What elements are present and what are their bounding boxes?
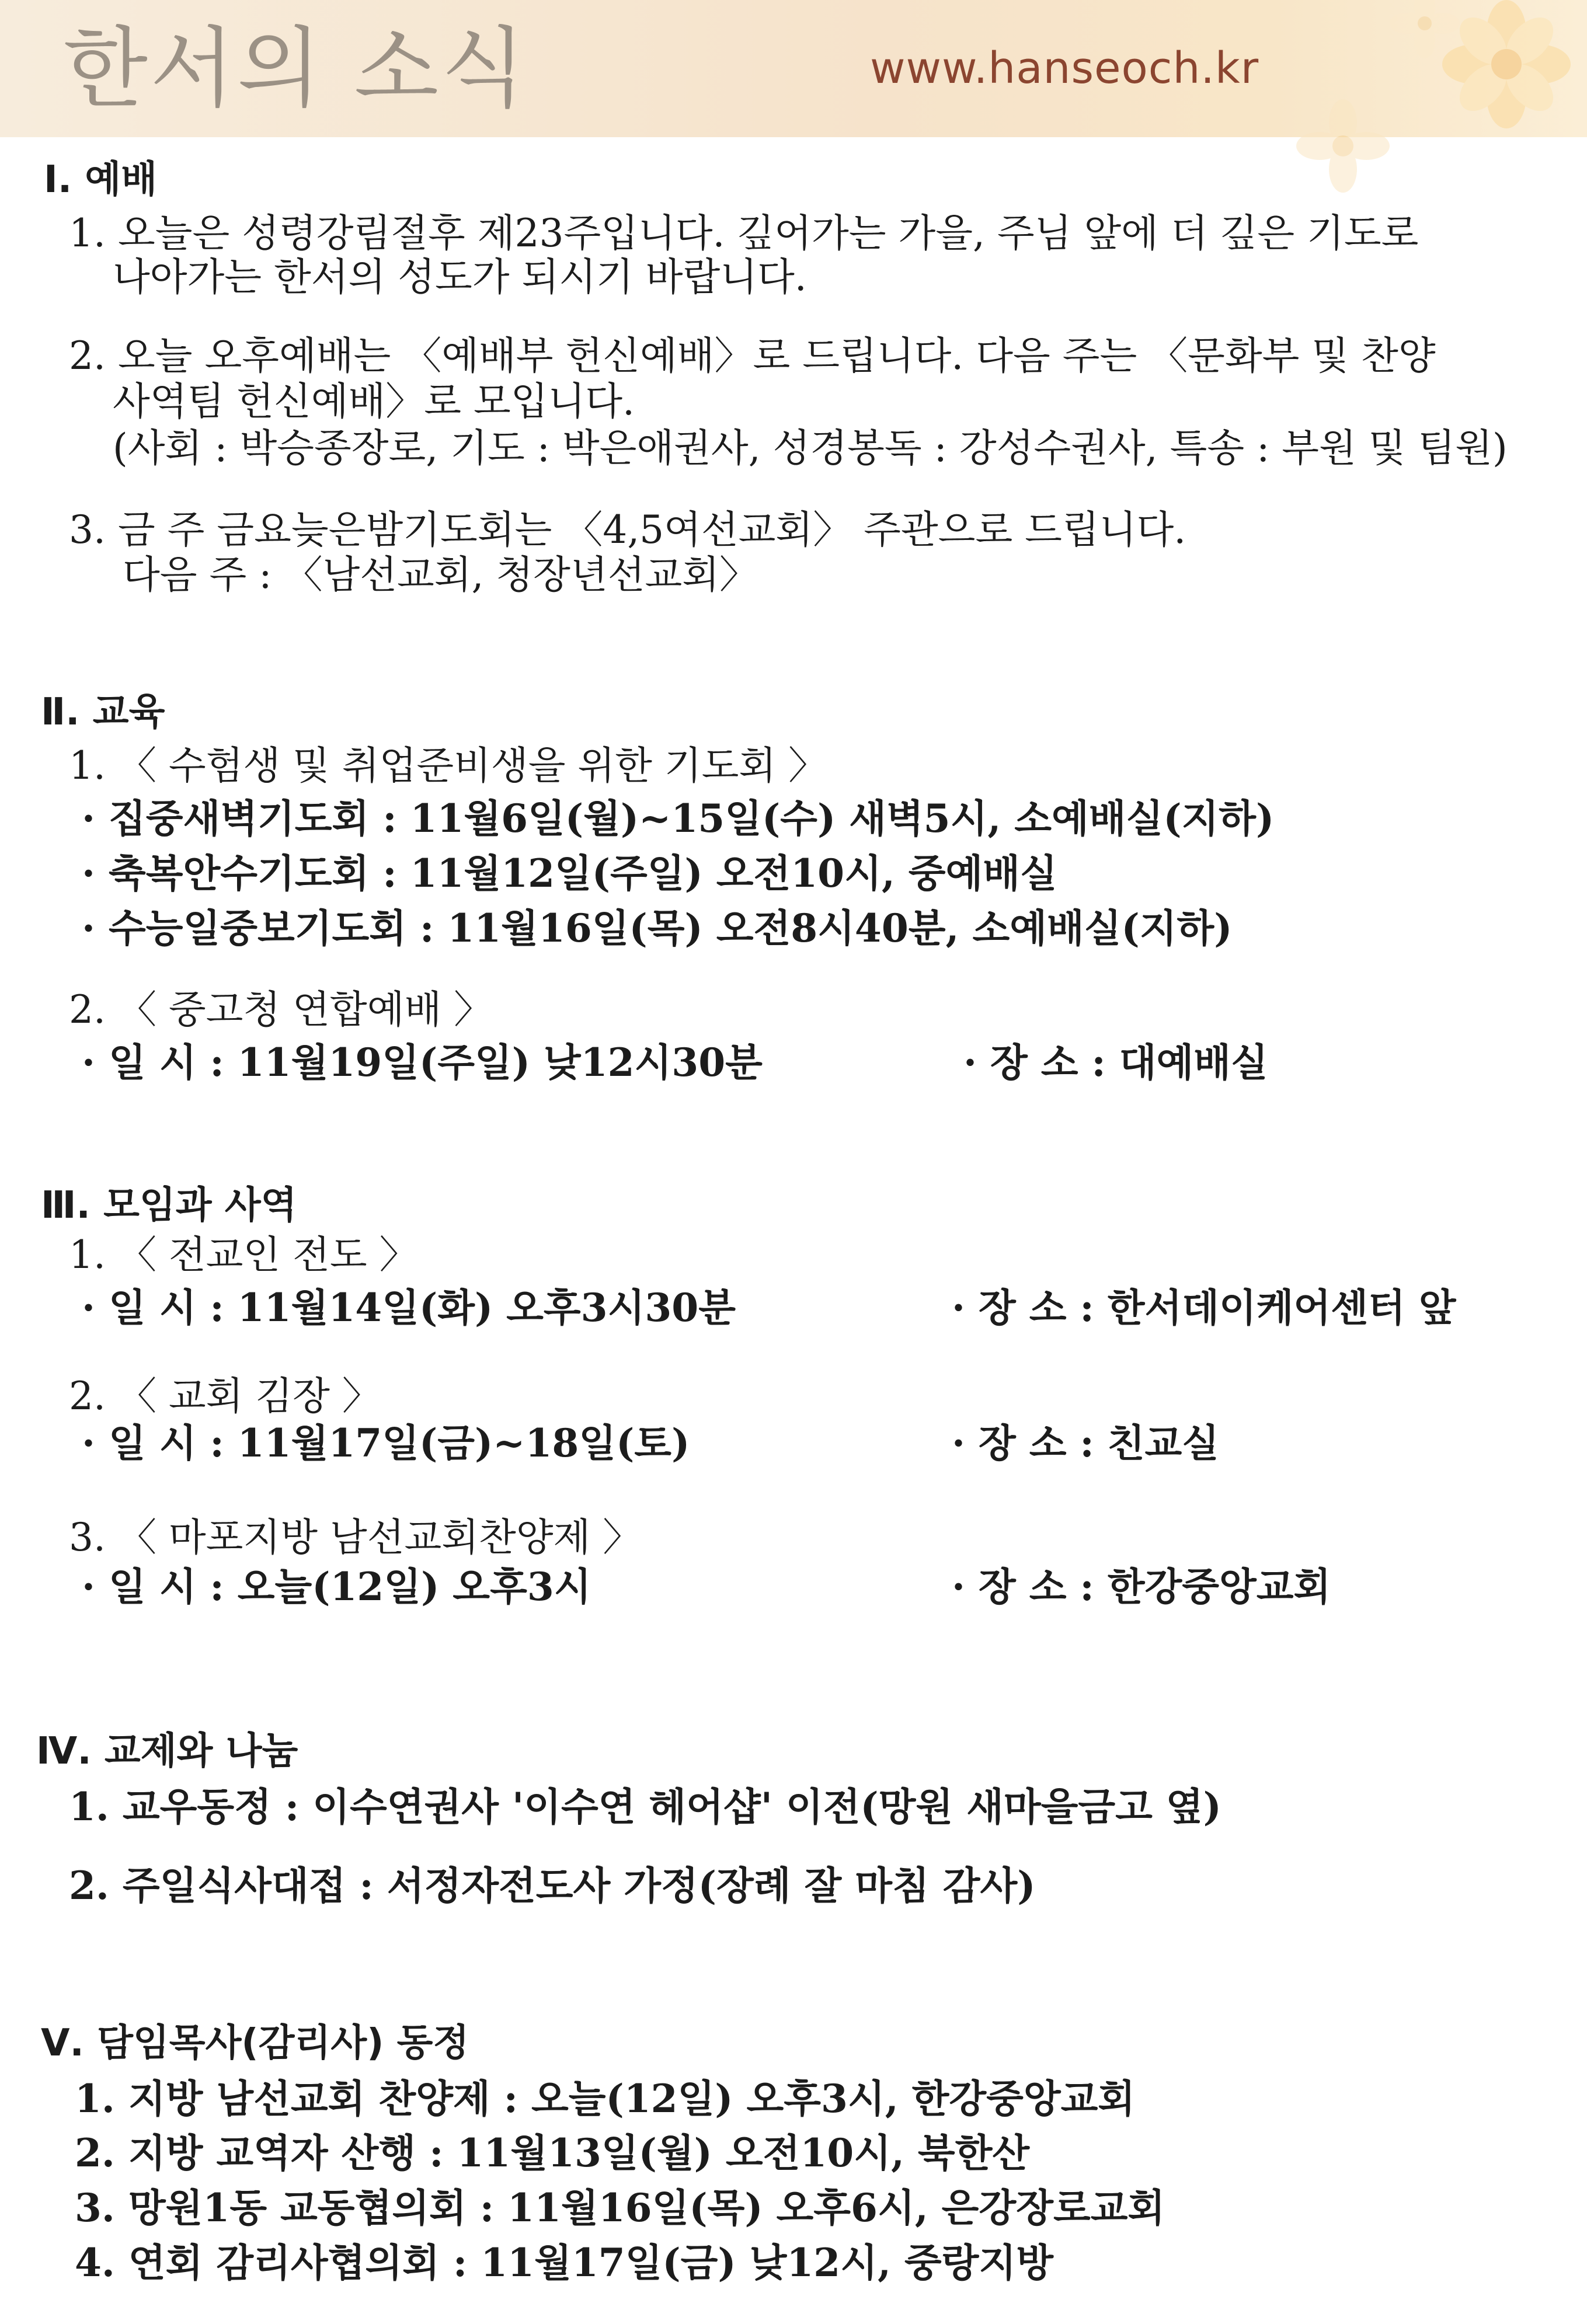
- education-item-2-place: · 장 소 : 대예배실: [963, 1040, 1268, 1085]
- section-heading-gatherings: Ⅲ. 모임과 사역: [41, 1184, 297, 1227]
- fellowship-item-1-prefix: 1. 교우동정 : 이수연권사: [69, 1784, 512, 1830]
- fellowship-item-2: 2. 주일식사대접 : 서정자전도사 가정(장례 잘 마침 감사): [69, 1863, 1036, 1908]
- worship-item-2-line-1: 2. 오늘 오후예배는 〈예배부 헌신예배〉로 드립니다. 다음 주는 〈문화부 및 찬양: [69, 333, 1436, 378]
- gathering-item-3-time: · 일 시 : 오늘(12일) 오후3시: [82, 1564, 591, 1609]
- fellowship-item-1: [69, 1783, 1221, 1831]
- newsletter-title: 한서의 소식: [63, 18, 528, 120]
- pastor-schedule-item-1: 1. 지방 남선교회 찬양제 : 오늘(12일) 오후3시, 한강중앙교회: [75, 2076, 1136, 2121]
- gathering-item-2-title: 2. 〈 교회 김장 〉: [69, 1374, 381, 1419]
- worship-item-2-line-3: (사회 : 박승종장로, 기도 : 박은애권사, 성경봉독 : 강성수권사, 특송 : 부원 및 팀원): [113, 426, 1508, 471]
- pastor-schedule-item-4: 4. 연회 감리사협의회 : 11월17일(금) 낮12시, 중랑지방: [75, 2240, 1053, 2285]
- section-heading-pastor-schedule: Ⅴ. 담임목사(감리사) 동정: [41, 2022, 469, 2065]
- pastor-schedule-item-3: 3. 망원1동 교동협의회 : 11월16일(목) 오후6시, 은강장로교회: [75, 2185, 1165, 2231]
- section-heading-fellowship: Ⅳ. 교제와 나눔: [36, 1730, 298, 1773]
- pastor-schedule-item-2: 2. 지방 교역자 산행 : 11월13일(월) 오전10시, 북한산: [75, 2130, 1030, 2176]
- fellowship-item-1-shop-name: '이수연 헤어샵': [511, 1784, 772, 1830]
- gathering-item-3-title: 3. 〈 마포지방 남선교회찬양제 〉: [69, 1515, 642, 1560]
- worship-item-1-line-1: 1. 오늘은 성령강림절후 제23주입니다. 깊어가는 가을, 주님 앞에 더 깊은 기도로: [69, 211, 1419, 256]
- fellowship-item-1-suffix: 이전(망원 새마을금고 옆): [772, 1784, 1221, 1830]
- worship-item-3-line-1: 3. 금 주 금요늦은밤기도회는 〈4,5여선교회〉 주관으로 드립니다.: [69, 507, 1186, 552]
- gathering-item-1-title: 1. 〈 전교인 전도 〉: [69, 1232, 418, 1277]
- worship-item-3-line-2: 다음 주 : 〈남선교회, 청장년선교회〉: [123, 552, 758, 597]
- gathering-item-2-time: · 일 시 : 11월17일(금)~18일(토): [82, 1420, 690, 1466]
- education-item-1-title: 1. 〈 수험생 및 취업준비생을 위한 기도회 〉: [69, 743, 827, 788]
- worship-item-2-line-2: 사역팀 헌신예배〉로 모입니다.: [113, 379, 635, 424]
- header-banner: [0, 0, 1587, 137]
- worship-item-1-line-2: 나아가는 한서의 성도가 되시기 바랍니다.: [113, 255, 807, 299]
- education-item-2-time: · 일 시 : 11월19일(주일) 낮12시30분: [82, 1040, 763, 1085]
- flower-decoration-icon: [1273, 0, 1587, 193]
- section-heading-worship: Ⅰ. 예배: [44, 158, 158, 201]
- section-heading-education: Ⅱ. 교육: [41, 691, 165, 734]
- gathering-item-1-place: · 장 소 : 한서데이케어센터 앞: [952, 1285, 1456, 1330]
- gathering-item-2-place: · 장 소 : 친교실: [952, 1420, 1220, 1466]
- gathering-item-1-time: · 일 시 : 11월14일(화) 오후3시30분: [82, 1285, 736, 1330]
- website-url[interactable]: www.hanseoch.kr: [870, 43, 1259, 93]
- education-item-1-detail-3: · 수능일중보기도회 : 11월16일(목) 오전8시40분, 소예배실(지하): [82, 905, 1233, 951]
- education-item-2-title: 2. 〈 중고청 연합예배 〉: [69, 987, 493, 1032]
- education-item-1-detail-2: · 축복안수기도회 : 11월12일(주일) 오전10시, 중예배실: [82, 851, 1057, 896]
- education-item-1-detail-1: · 집중새벽기도회 : 11월6일(월)~15일(수) 새벽5시, 소예배실(지하): [82, 796, 1275, 841]
- gathering-item-3-place: · 장 소 : 한강중앙교회: [952, 1564, 1331, 1609]
